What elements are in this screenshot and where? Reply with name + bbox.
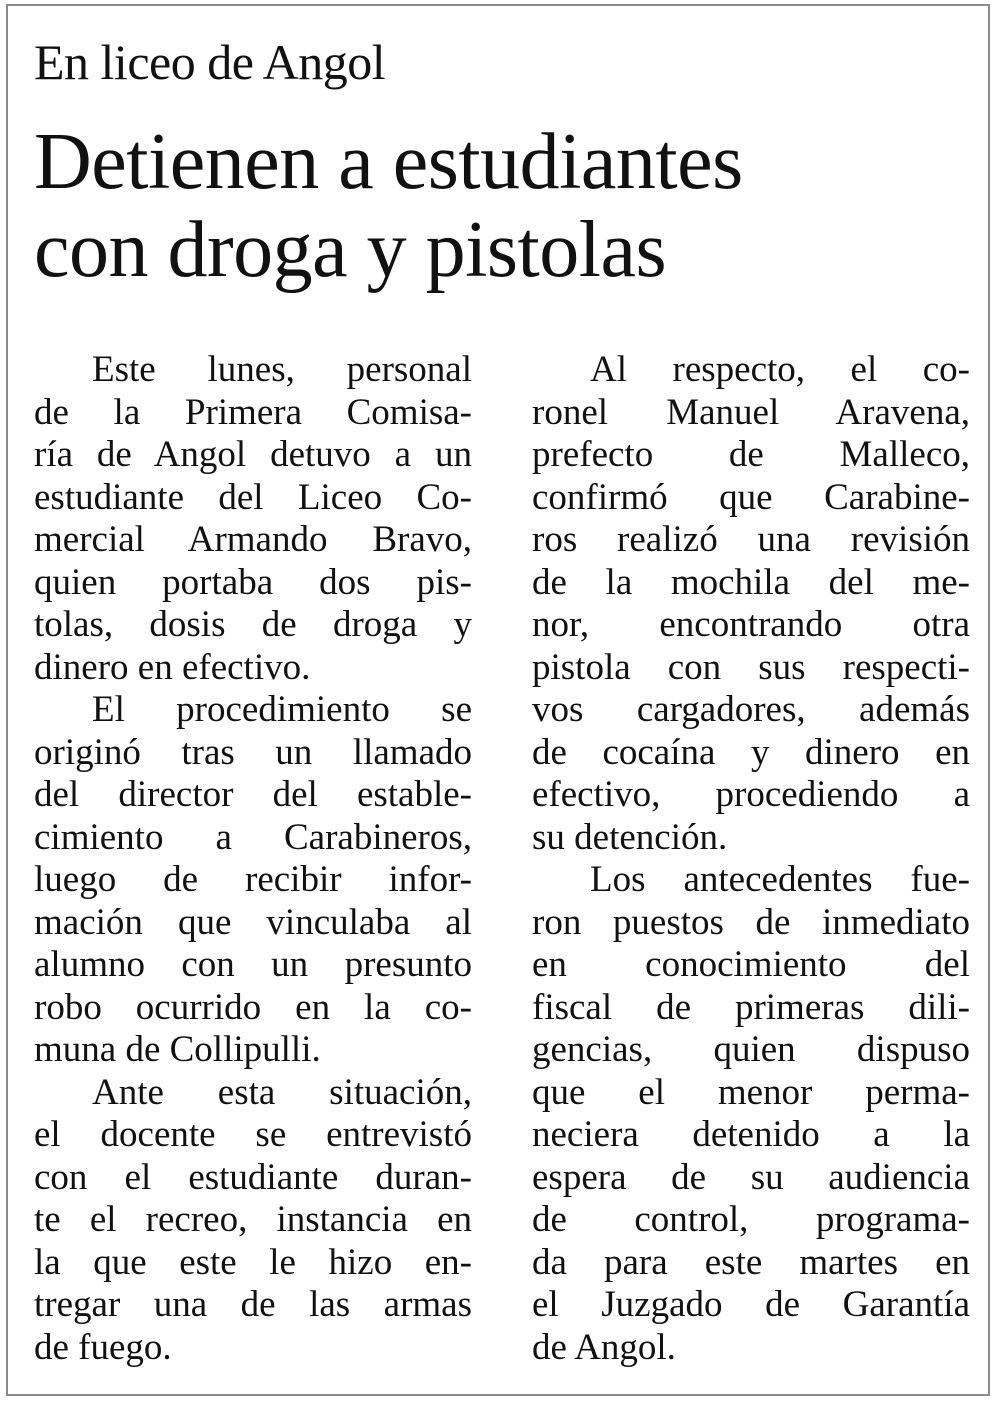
- article-column-right: [532, 349, 970, 1369]
- article-text-line: del director del estable-: [34, 774, 472, 815]
- article-text-line: neciera detenido a la: [532, 1114, 970, 1155]
- article-text-line: de fuego.: [34, 1326, 172, 1368]
- article-text-line: originó tras un llamado: [34, 731, 472, 773]
- article-text-line: espera de su audiencia: [532, 1156, 970, 1198]
- article-text-line: mación que vinculaba al: [34, 901, 472, 943]
- article-text-line: de la Primera Comisa-: [34, 391, 472, 433]
- article-text-line: de cocaína y dinero en: [532, 731, 970, 773]
- article-text-line: efectivo, procediendo a: [532, 774, 970, 815]
- article-text-line: nor, encontrando otra: [532, 604, 970, 645]
- article-text-line: ros realizó una revisión: [532, 519, 970, 560]
- article-text-line: ron puestos de inmediato: [532, 901, 970, 943]
- article-text-line: luego de recibir infor-: [34, 859, 472, 900]
- article-text-line: mercial Armando Bravo,: [34, 519, 472, 560]
- article-text-line: Los antecedentes fue-: [590, 859, 970, 900]
- article-text-line: cimiento a Carabineros,: [34, 816, 472, 858]
- article-text-line: muna de Collipulli.: [34, 1029, 321, 1070]
- article-text-line: dinero en efectivo.: [34, 646, 311, 688]
- article-text-line: estudiante del Liceo Co-: [34, 476, 472, 518]
- article-text-line: quien portaba dos pis-: [34, 561, 472, 603]
- article-text-line: de la mochila del me-: [532, 561, 970, 603]
- article-text-line: te el recreo, instancia en: [34, 1199, 472, 1240]
- article-text-line: ronel Manuel Aravena,: [532, 391, 970, 433]
- article-text-line: el docente se entrevistó: [34, 1114, 472, 1155]
- article-text-line: robo ocurrido en la co-: [34, 986, 472, 1028]
- article-text-line: ría de Angol detuvo a un: [34, 434, 472, 475]
- article-text-line: alumno con un presunto: [34, 944, 472, 985]
- article-headline: [34, 118, 743, 294]
- article-column-left: [34, 349, 472, 1369]
- article-text-line: fiscal de primeras dili-: [532, 986, 970, 1028]
- article-text-line: tregar una de las armas: [34, 1284, 472, 1325]
- news-clipping: [6, 4, 990, 1396]
- article-text-line: gencias, quien dispuso: [532, 1029, 970, 1070]
- article-text-line: la que este le hizo en-: [34, 1241, 472, 1283]
- article-text-line: de Angol.: [532, 1326, 676, 1368]
- headline-line: Detienen a estudiantes: [34, 118, 743, 206]
- article-text-line: de control, programa-: [532, 1199, 970, 1240]
- article-text-line: que el menor perma-: [532, 1071, 970, 1113]
- article-text-line: pistola con sus respecti-: [532, 646, 970, 688]
- article-text-line: tolas, dosis de droga y: [34, 604, 472, 645]
- article-text-line: Ante esta situación,: [92, 1071, 472, 1113]
- article-kicker: En liceo de Angol: [34, 34, 386, 90]
- article-text-line: el Juzgado de Garantía: [532, 1284, 970, 1325]
- article-text-line: vos cargadores, además: [532, 689, 970, 730]
- article-text-line: prefecto de Malleco,: [532, 434, 970, 475]
- article-text-line: Este lunes, personal: [92, 349, 472, 390]
- article-text-line: da para este martes en: [532, 1241, 970, 1283]
- article-text-line: confirmó que Carabine-: [532, 476, 970, 518]
- headline-line: con droga y pistolas: [34, 206, 667, 294]
- article-text-line: su detención.: [532, 816, 728, 858]
- article-text-line: Al respecto, el co-: [590, 349, 970, 390]
- article-text-line: El procedimiento se: [92, 689, 472, 730]
- article-text-line: con el estudiante duran-: [34, 1156, 472, 1198]
- article-text-line: en conocimiento del: [532, 944, 970, 985]
